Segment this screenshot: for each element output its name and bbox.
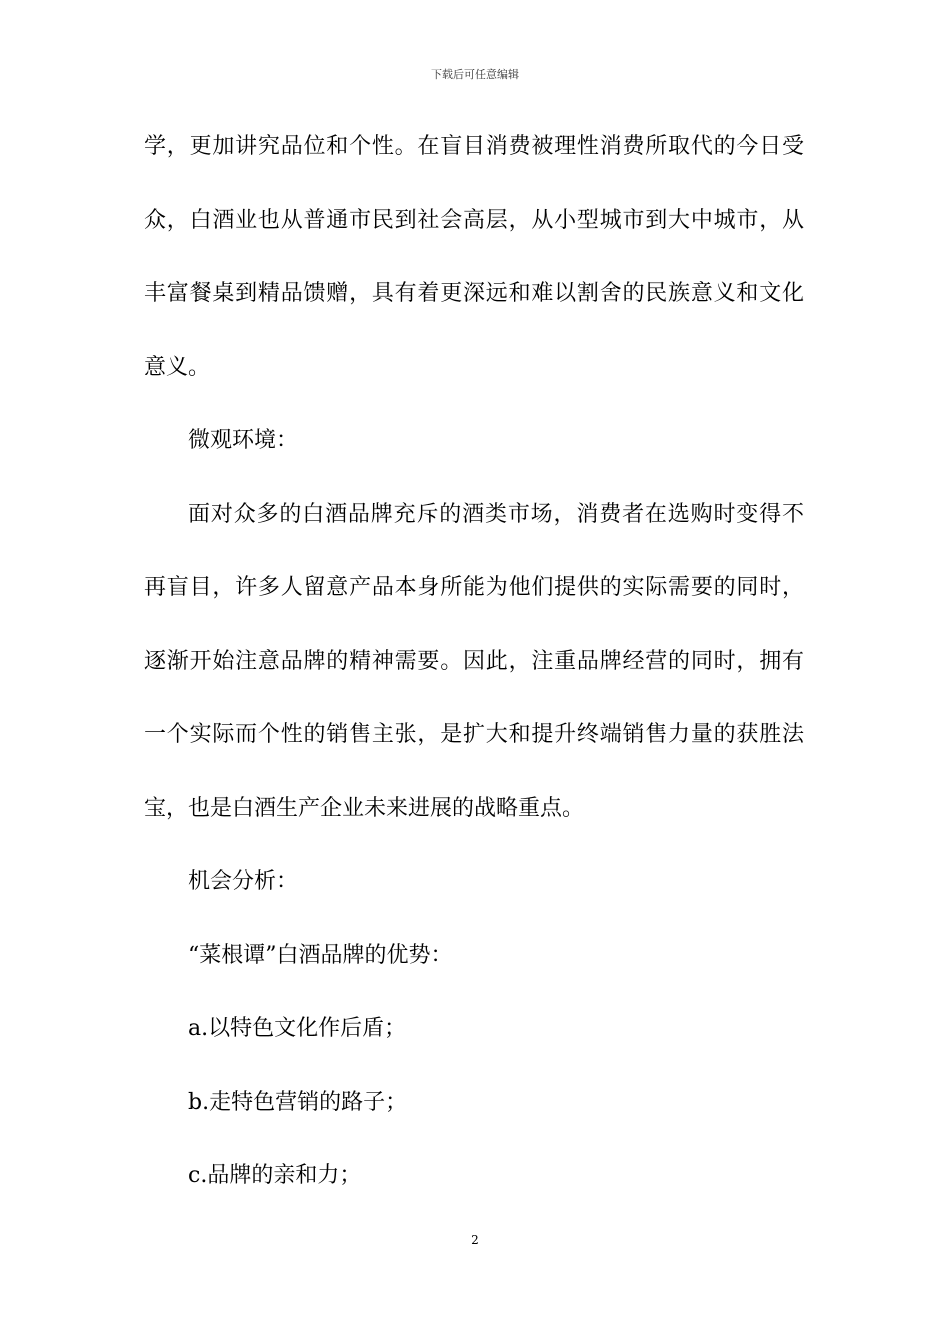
list-item: c.品牌的亲和力； bbox=[188, 1163, 362, 1188]
section-heading-brand-advantages: “菜根谭”白酒品牌的优势： bbox=[188, 942, 453, 968]
header-note: 下载后可任意编辑 bbox=[431, 68, 519, 81]
paragraph-line: 逐渐开始注意品牌的精神需要。因此，注重品牌经营的同时，拥有 bbox=[144, 648, 804, 674]
paragraph-line: 宝，也是白酒生产企业未来进展的战略重点。 bbox=[144, 795, 585, 821]
page-number: 2 bbox=[471, 1233, 479, 1247]
paragraph-line: 学，更加讲究品位和个性。在盲目消费被理性消费所取代的今日受 bbox=[144, 134, 804, 159]
paragraph-line: 丰富餐桌到精品馈赠，具有着更深远和难以割舍的民族意义和文化 bbox=[144, 281, 804, 306]
section-heading-micro-environment: 微观环境： bbox=[188, 428, 299, 453]
paragraph-line: 面对众多的白酒品牌充斥的酒类市场，消费者在选购时变得不 bbox=[188, 501, 804, 527]
list-item: a.以特色文化作后盾； bbox=[188, 1016, 407, 1041]
paragraph-line: 一个实际而个性的销售主张，是扩大和提升终端销售力量的获胜法 bbox=[144, 722, 804, 747]
paragraph-line: 意义。 bbox=[144, 354, 211, 380]
paragraph-line: 众，白酒业也从普通市民到社会高层，从小型城市到大中城市，从 bbox=[144, 207, 804, 233]
document-body bbox=[144, 131, 804, 1234]
paragraph-line: 再盲目，许多人留意产品本身所能为他们提供的实际需要的同时， bbox=[144, 575, 804, 600]
section-heading-opportunity-analysis: 机会分析： bbox=[188, 869, 299, 894]
list-item: b.走特色营销的路子； bbox=[188, 1089, 408, 1115]
